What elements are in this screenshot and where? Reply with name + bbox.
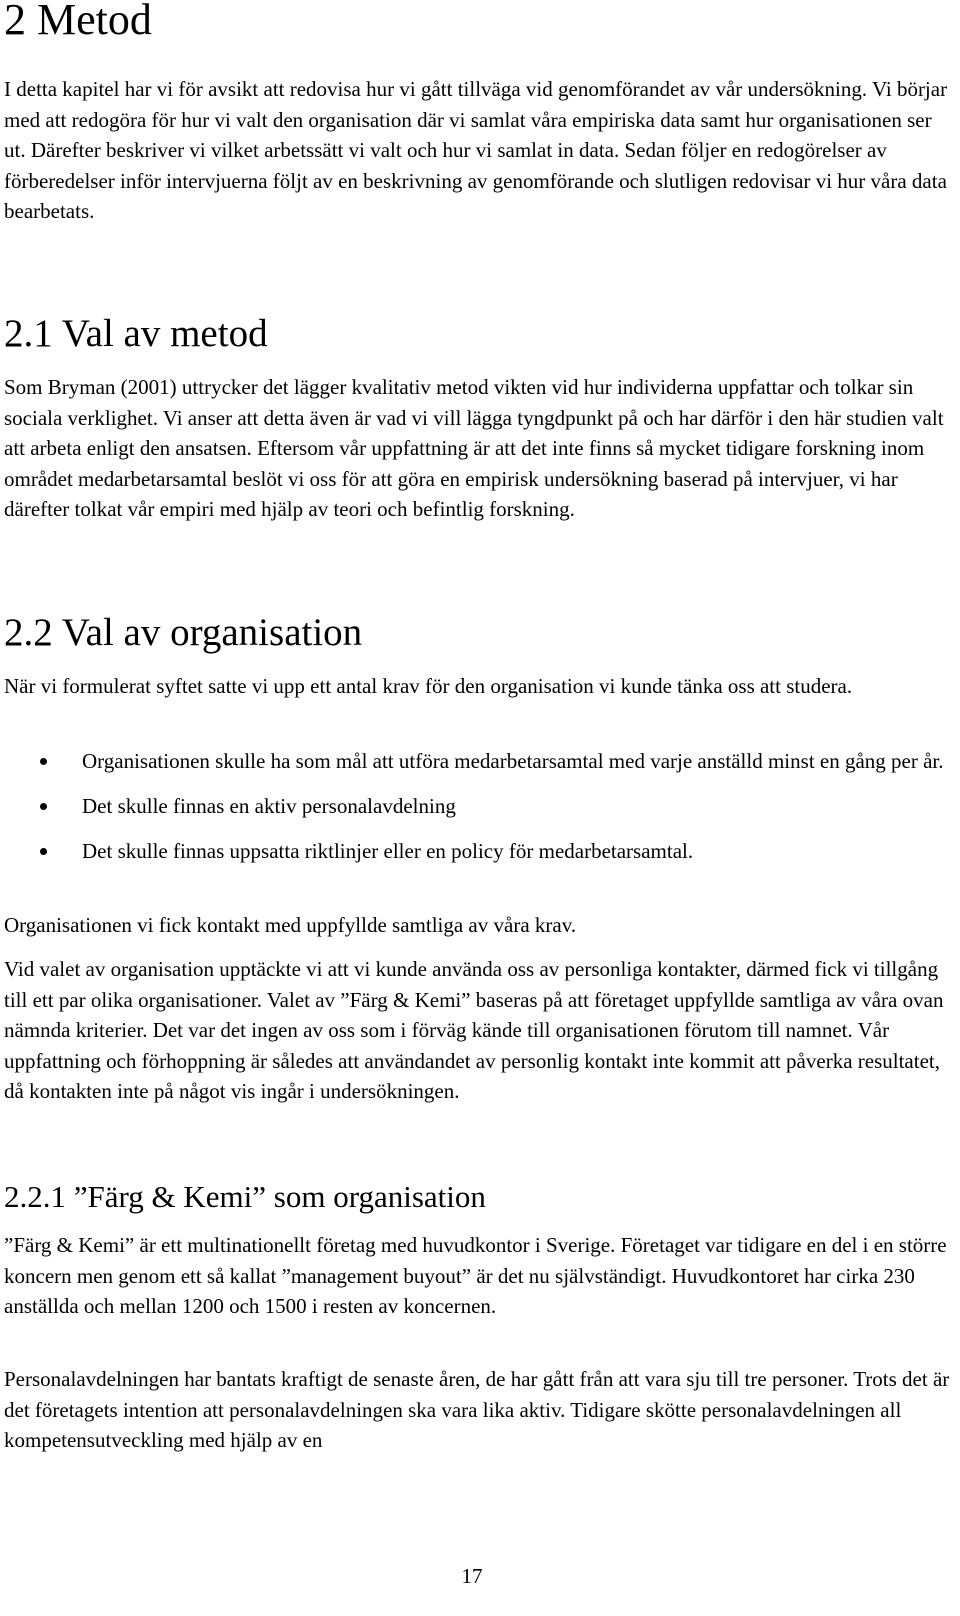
section-2-2-heading: 2.2 Val av organisation: [4, 611, 363, 654]
section-2-2-intro-paragraph: När vi formulerat syftet satte vi upp ett antal krav för den organisation vi kunde tänka oss att studera.: [4, 674, 853, 698]
list-item-text: Det skulle finnas en aktiv personalavdelning: [82, 793, 456, 818]
section-2-2-after-list-paragraph: Organisationen vi fick kontakt med uppfyllde samtliga av våra krav.: [4, 913, 577, 937]
page-number: 17: [461, 1564, 483, 1588]
chapter-intro-paragraph: I detta kapitel har vi för avsikt att redovisa hur vi gått tillväga vid genomförandet av vår undersökning. Vi börjar med att redogöra för hur vi valt den organisation där vi samlat våra empiriska data samt hur organisationen ser ut. Därefter beskriver vi vilket arbetssätt vi valt och hur vi samlat in data. Sedan följer en redogörelser av förberedelser inför intervjuerna följt av en beskrivning av genomförande och slutligen redovisar vi hur våra data bearbetats.: [4, 77, 948, 223]
list-item: [4, 746, 954, 777]
requirements-list: [4, 746, 954, 867]
bullet-icon: [40, 758, 47, 765]
list-item: [4, 836, 954, 867]
list-item: [4, 791, 954, 822]
bullet-icon: [40, 803, 47, 810]
section-2-1-paragraph: Som Bryman (2001) uttrycker det lägger kvalitativ metod vikten vid hur individerna uppfattar och tolkar sin sociala verklighet. Vi anser att detta även är vad vi vill lägga tyngdpunkt på och har därför i den här studien valt att arbeta enligt den ansatsen. Eftersom vår uppfattning är att det inte finns så mycket tidigare forskning inom området medarbetarsamtal beslöt vi oss för att göra en empirisk undersökning baserad på intervjuer, vi har därefter tolkat vår empiri med hjälp av teori och befintlig forskning.: [4, 375, 944, 521]
section-2-2-1-heading: 2.2.1 ”Färg & Kemi” som organisation: [4, 1179, 486, 1214]
section-2-2-paragraph: Vid valet av organisation upptäckte vi att vi kunde använda oss av personliga kontakter, därmed fick vi tillgång till ett par olika organisationer. Valet av ”Färg & Kemi” baseras på att företaget uppfyllde samtliga av våra ovan nämnda kriterier. Det var det ingen av oss som i förväg kände till organisationen förutom till namnet. Vår uppfattning och förhoppning är således att användandet av personlig kontakt inte kommit att påverka resultatet, då kontakten inte på något vis ingår i undersökningen.: [4, 957, 944, 1103]
section-2-2-1-paragraph-2: Personalavdelningen har bantats kraftigt de senaste åren, de har gått från att vara sju till tre personer. Trots det är det företagets intention att personalavdelningen ska vara lika aktiv. Tidigare skötte personalavdelningen all kompetensutveckling med hjälp av en: [4, 1367, 950, 1452]
list-item-text: Organisationen skulle ha som mål att utföra medarbetarsamtal med varje anställd minst en gång per år.: [82, 749, 944, 773]
section-2-1-heading: 2.1 Val av metod: [4, 312, 268, 355]
bullet-icon: [40, 848, 47, 855]
section-2-2-1-paragraph-1: ”Färg & Kemi” är ett multinationellt företag med huvudkontor i Sverige. Företaget var tidigare en del i en större koncern men genom ett så kallat ”management buyout” är det nu självständigt. Huvudkontoret har cirka 230 anställda och mellan 1200 och 1500 i resten av koncernen.: [4, 1233, 947, 1318]
chapter-title: 2 Metod: [4, 0, 152, 44]
list-item-text: Det skulle finnas uppsatta riktlinjer eller en policy för medarbetarsamtal.: [82, 839, 694, 863]
